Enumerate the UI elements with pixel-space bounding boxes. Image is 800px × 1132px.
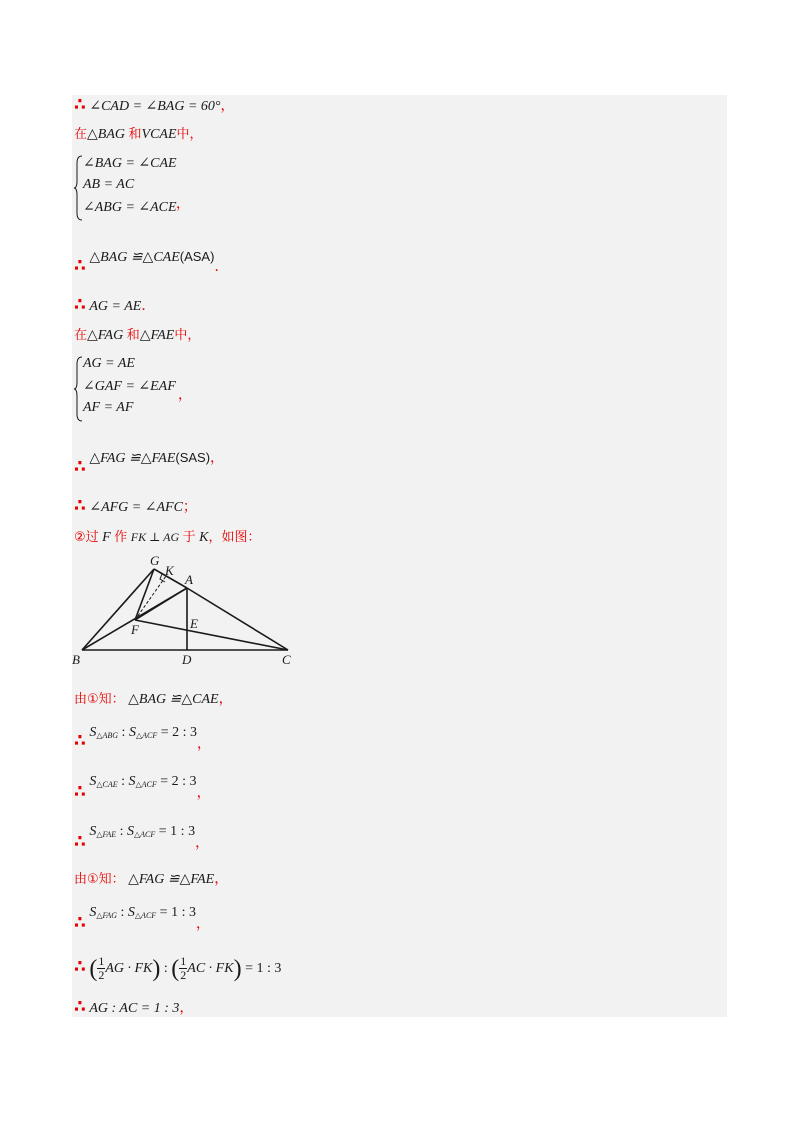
fraction: $\frac{1}{2}$ bbox=[98, 954, 105, 983]
system-row: ∠BAG = ∠CAE bbox=[83, 156, 177, 171]
label-g: G bbox=[150, 553, 160, 568]
step-congruent-asa: ∴ △BAG ≌△CAE(ASA)． bbox=[74, 249, 229, 276]
label-a: A bbox=[185, 572, 193, 587]
step-in-triangles-1: 在△BAG 和VCAE中， bbox=[74, 127, 203, 142]
left-brace-icon bbox=[74, 155, 83, 221]
step-ag-eq-ae: ∴ AG = AE． bbox=[74, 295, 156, 315]
fraction: $\frac{1}{2}$ bbox=[180, 954, 187, 983]
segment-fa bbox=[135, 588, 187, 620]
step-in-triangles-2: 在△FAG 和△FAE中， bbox=[74, 328, 201, 343]
step-area-ratio-2: ∴ $S_{\triangle CAE}$ : $S_{\triangle ACF} = 2$ : 3， bbox=[74, 774, 211, 802]
step-angle-cad: ∴ ∠CAD = ∠BAG = 60°， bbox=[74, 95, 235, 115]
label-c: C bbox=[282, 652, 291, 667]
system-row: AG = AE bbox=[83, 356, 135, 371]
left-brace-icon bbox=[74, 356, 83, 422]
label-e: E bbox=[190, 616, 198, 631]
system-row: ∠ABG = ∠ACE bbox=[83, 200, 177, 215]
step-construct-fk: ②过 F 作 FK ⊥ AG 于 K，如图： bbox=[74, 530, 261, 545]
label-f: F bbox=[131, 622, 139, 637]
label-d: D bbox=[182, 652, 192, 667]
step-congruent-sas: ∴ △FAG ≌△FAE(SAS)， bbox=[74, 450, 225, 477]
geometry-figure bbox=[70, 550, 300, 670]
step-angle-afg: ∴ ∠AFG = ∠AFC； bbox=[74, 496, 197, 516]
system-row: AB = AC bbox=[83, 177, 135, 192]
segment-fk-dashed bbox=[135, 576, 166, 620]
segment-bg bbox=[82, 569, 154, 650]
step-area-ratio-4: ∴ $S_{\triangle FAG}$ : $S_{\triangle ACF} = 1$ : 3， bbox=[74, 905, 210, 933]
label-k: K bbox=[165, 563, 174, 578]
step-ag-ac-ratio: ∴ AG : AC = 1 : 3， bbox=[74, 997, 194, 1017]
step-area-ratio-3: ∴ $S_{\triangle FAE}$ : $S_{\triangle ACF} = 1$ : 3， bbox=[74, 824, 210, 852]
system-row: ∠GAF = ∠EAF bbox=[83, 379, 176, 394]
step-from-1-b: 由①知： △FAG ≌△FAE， bbox=[74, 872, 229, 887]
label-b: B bbox=[72, 652, 80, 667]
step-area-ratio-1: ∴ $S_{\triangle ABG}$ : $S_{\triangle ACF} = 2$ : 3， bbox=[74, 725, 211, 752]
step-from-1-a: 由①知： △BAG ≌△CAE， bbox=[74, 692, 233, 707]
step-half-base-height: ∴ ( $\frac{1}{2}$ AG · FK) : ( $\frac{1}{2}$ AC · FK) = 1 : 3 bbox=[74, 954, 282, 983]
system-row: AF = AF bbox=[83, 400, 134, 415]
